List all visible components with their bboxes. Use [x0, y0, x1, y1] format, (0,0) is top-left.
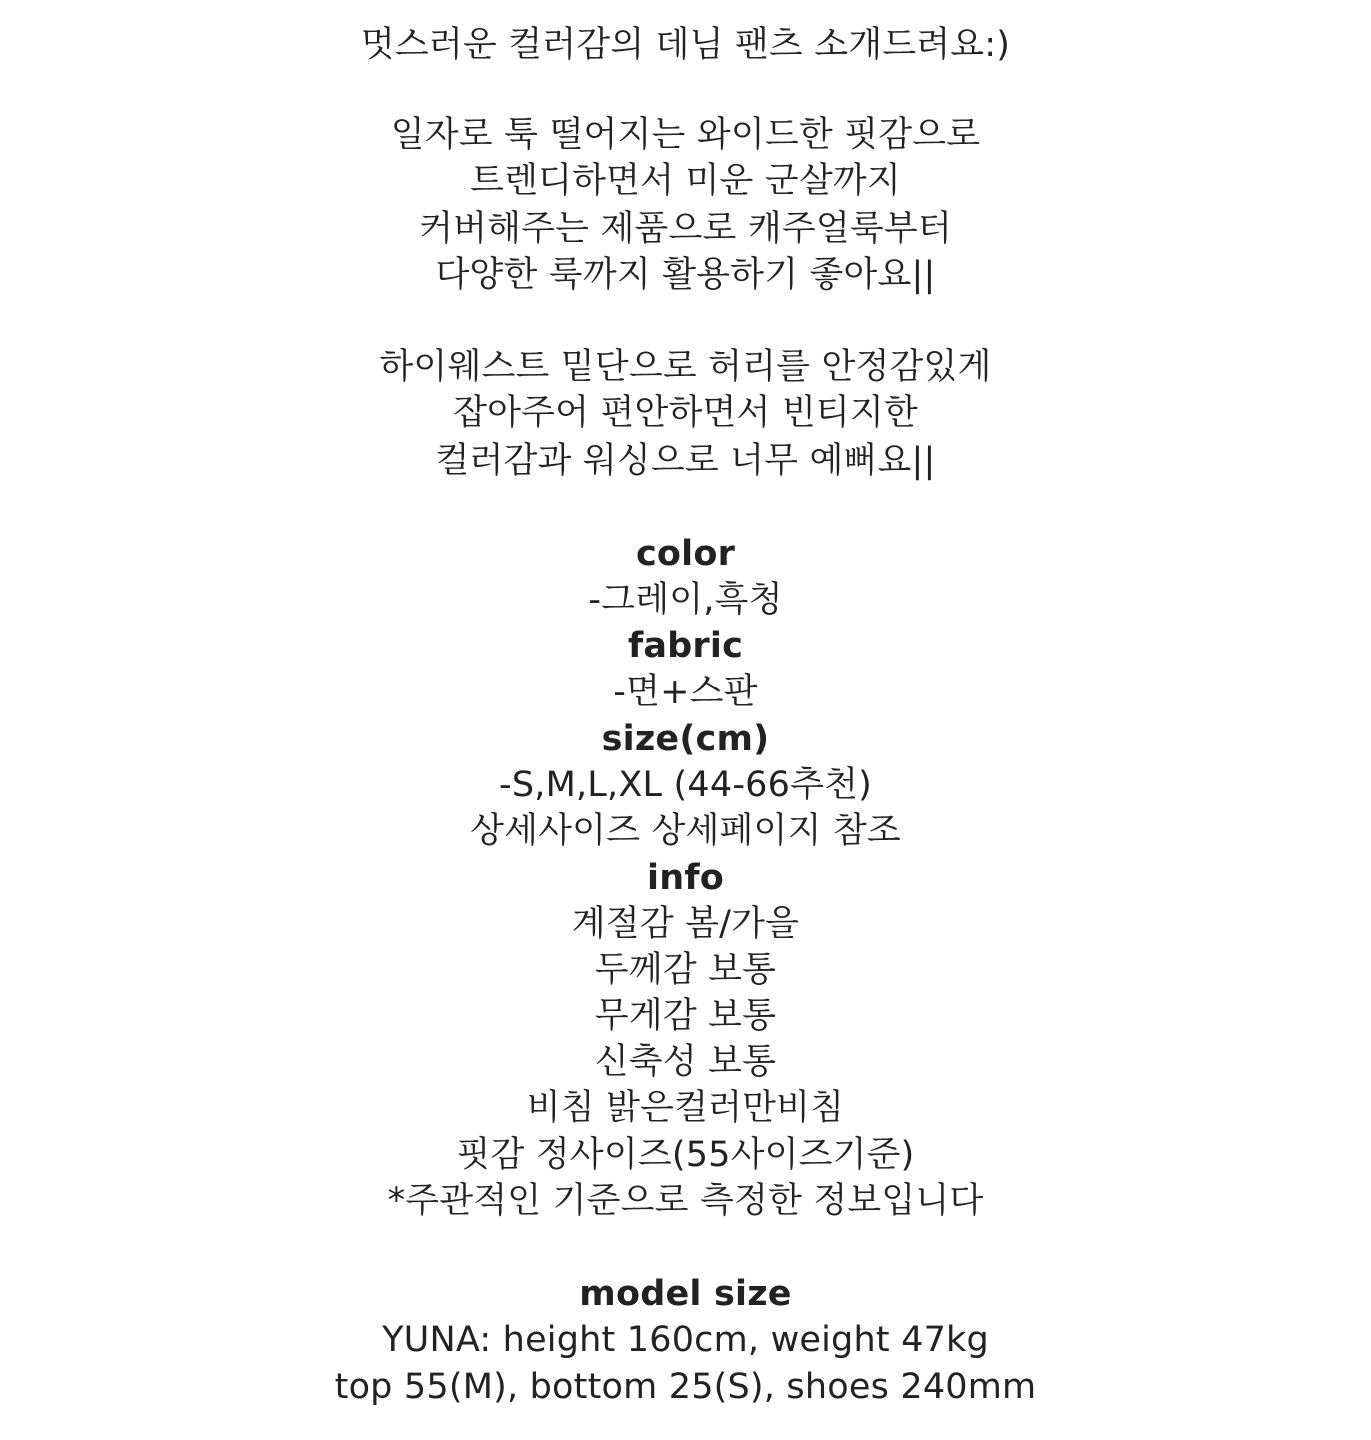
info-item: 계절감 봄/가을	[571, 904, 800, 944]
description-line: 커버해주는 제품으로 캐주얼룩부터	[419, 209, 952, 249]
model-size-line: top 55(M), bottom 25(S), shoes 240mm	[334, 1367, 1037, 1407]
size-value: -S,M,L,XL (44-66추천)	[499, 765, 872, 805]
info-item: 핏감 정사이즈(55사이즈기준)	[456, 1135, 915, 1175]
size-heading: size(cm)	[601, 719, 770, 759]
description-line: 다양한 룩까지 활용하기 좋아요||	[435, 255, 936, 295]
description-line: 트렌디하면서 미운 군살까지	[470, 161, 901, 201]
info-disclaimer: *주관적인 기준으로 측정한 정보입니다	[387, 1181, 984, 1221]
model-size-heading: model size	[579, 1274, 792, 1314]
description-line: 잡아주어 편안하면서 빈티지한	[453, 393, 918, 433]
size-note: 상세사이즈 상세페이지 참조	[470, 811, 901, 851]
fabric-heading: fabric	[627, 626, 744, 666]
intro-text: 멋스러운 컬러감의 데님 팬츠 소개드려요:)	[360, 25, 1011, 65]
color-heading: color	[635, 534, 736, 574]
info-heading: info	[647, 858, 724, 898]
info-item: 비침 밝은컬러만비침	[526, 1088, 845, 1128]
info-item: 무게감 보통	[594, 996, 777, 1036]
info-item: 신축성 보통	[594, 1042, 777, 1082]
description-line: 하이웨스트 밑단으로 허리를 안정감있게	[379, 347, 992, 387]
model-size-line: YUNA: height 160cm, weight 47kg	[382, 1320, 989, 1360]
description-line: 컬러감과 워싱으로 너무 예뻐요||	[435, 441, 936, 481]
color-value: -그레이,흑청	[588, 580, 783, 620]
fabric-value: -면+스판	[613, 672, 758, 712]
info-item: 두께감 보통	[594, 950, 777, 990]
description-line: 일자로 툭 떨어지는 와이드한 핏감으로	[390, 115, 981, 155]
